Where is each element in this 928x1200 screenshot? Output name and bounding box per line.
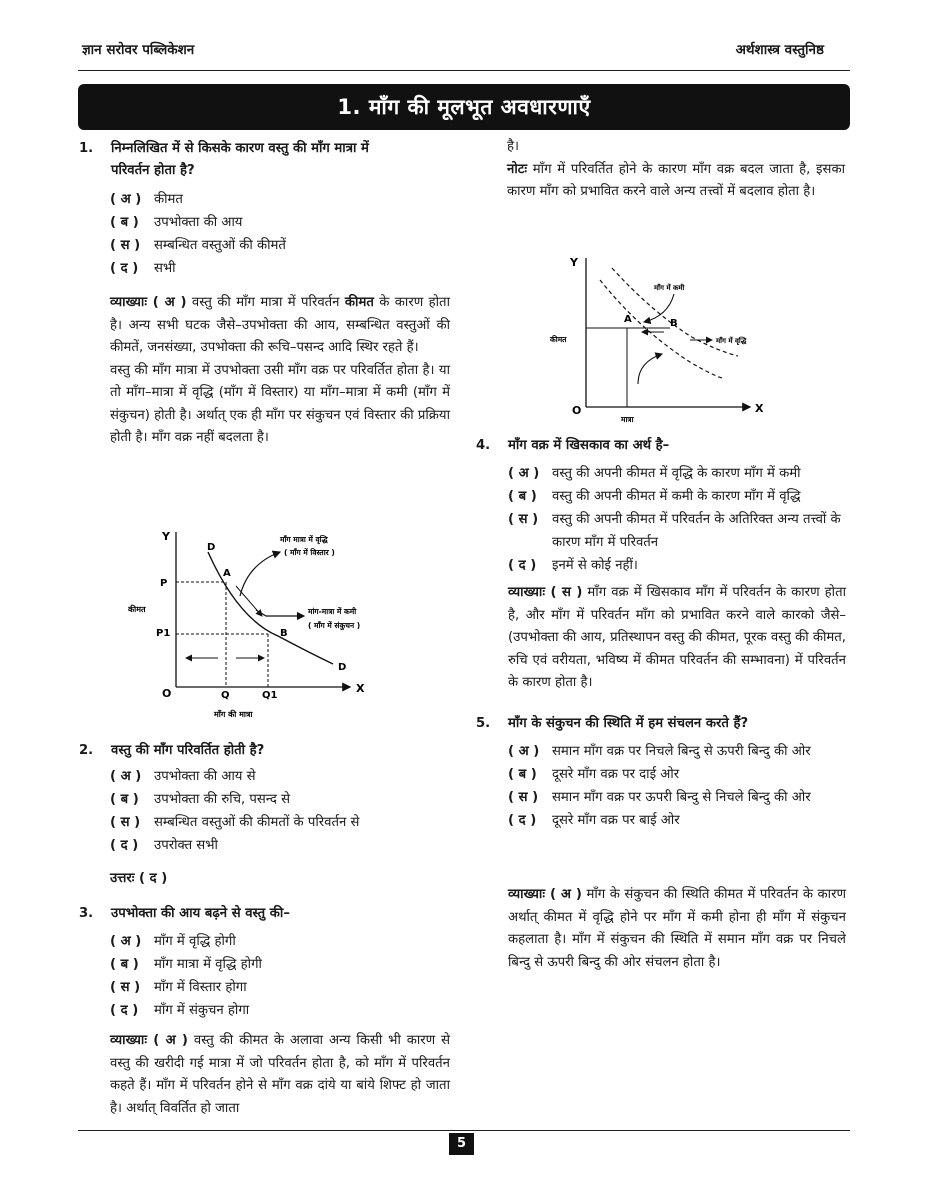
extension-label: माँग मात्रा में वृद्धि	[280, 535, 328, 544]
question-5-options	[508, 740, 850, 832]
quantity-q: Q	[221, 690, 230, 701]
option: ( अ ) कीमत	[110, 192, 183, 207]
page-header	[78, 40, 850, 64]
question-4-options	[508, 462, 850, 577]
explanation-3: व्याख्याः ( अ ) वस्तु की कीमत के अलावा अन्य किसी भी कारण से वस्तु की खरीदी गई मात्रा में जो परिवर्तन होता है, को माँग में परिवर्तन कहते हैं। माँग में परिवर्तन होने से माँग वक्र दांये या बांये शिफ्ट हो जाता है। अर्थात् विवर्तित हो जाता	[110, 1033, 450, 1116]
contraction-label-2: ( माँग में संकुचन )	[308, 621, 361, 630]
quantity-axis-title: मात्रा	[621, 415, 634, 424]
option: ( अ ) समान माँग वक्र पर निचले बिन्दु से ऊपरी बिन्दु की ओर	[508, 744, 811, 759]
option: ( स ) सम्बन्धित वस्तुओं की कीमतों के परिवर्तन से	[110, 815, 360, 830]
price-axis-title: कीमत	[128, 605, 146, 614]
quantity-q1: Q1	[262, 690, 278, 701]
question-1-options	[110, 188, 455, 280]
question-number: 5.	[476, 716, 491, 731]
page-number: 5	[449, 1133, 474, 1155]
option: ( ब ) माँग मात्रा में वृद्धि होगी	[110, 957, 262, 972]
explanation-1: व्याख्याः ( अ ) वस्तु की माँग मात्रा में परिवर्तन कीमत के कारण होता है। अन्य सभी घटक जैसे–उपभोक्ता की आय, सम्बन्धित वस्तुओं की कीमतें, जनसंख्या, उपभोक्ता की रूचि–पसन्द आदि स्थिर रहते हैं। वस्तु की माँग मात्रा में उपभोक्ता उसी माँग वक्र पर परिवर्तित होता है। या तो माँग–मात्रा में वृद्धि (माँग में विस्तार) या माँग–मात्रा में कमी (माँग में संकुचन) होती है। अर्थात् एक ही माँग पर संकुचन एवं विस्तार की प्रक्रिया होती है। माँग वक्र नहीं बदलता है।	[110, 295, 450, 445]
option: ( अ ) उपभोक्ता की आय से	[110, 769, 256, 784]
option: ( स ) माँग में विस्तार होगा	[110, 980, 247, 995]
footer-rule	[78, 1130, 850, 1131]
option: ( अ ) माँग में वृद्धि होगी	[110, 934, 236, 949]
x-axis-label: X	[755, 402, 764, 415]
x-axis-label: X	[356, 682, 365, 695]
curve-label-d-bottom: D	[338, 662, 347, 673]
publisher-name: ज्ञान सरोवर पब्लिकेशन	[82, 42, 195, 58]
question-number: 2.	[79, 743, 94, 758]
option: ( द ) सभी	[110, 261, 176, 276]
option: ( ब ) दूसरे माँग वक्र पर दाई ओर	[508, 767, 680, 782]
header-rule	[78, 70, 850, 71]
point-b: B	[670, 318, 678, 329]
question-number: 3.	[79, 906, 94, 921]
option: ( अ ) वस्तु की अपनी कीमत में वृद्धि के कारण माँग में कमी	[508, 466, 801, 481]
option: ( स ) समान माँग वक्र पर ऊपरी बिन्दु से निचले बिन्दु की ओर	[508, 790, 811, 805]
question-2-options	[110, 765, 455, 857]
explanation-4: व्याख्याः ( स ) माँग वक्र में खिसकाव माँग में परिवर्तन के कारण होता है, और माँग में परिवर्तन माँग को प्रभावित करने वाले कारको जैसे–(उपभोक्ता की आय, प्रतिस्थापन वस्तु की कीमत, पूरक वस्तु की कीमत, रुचि एवं वरीयता, भविष्य में कीमत परिवर्तन की सम्भावना) में परिवर्तन के कारण होता है।	[508, 585, 847, 690]
question-text: वस्तु की माँग परिवर्तित होती है?	[111, 743, 265, 758]
y-axis-label: Y	[570, 256, 578, 269]
explanation-3-continued: है। नोटः माँग में परिवर्तित होने के कारण माँग वक्र बदल जाता है, इसका कारण माँग को प्रभावित करने वाले अन्य तत्त्वों में बदलाव होता है।	[507, 139, 845, 199]
explanation-5: व्याख्याः ( अ ) माँग के संकुचन की स्थिति कीमत में परिवर्तन के कारण अर्थात् कीमत में वृद्धि होने पर माँग में कमी होना ही माँग में संकुचन कहलाता है। माँग में संकुचन की स्थिति में समान माँग वक्र पर निचले बिन्दु से ऊपरी बिन्दु की ओर संचलन होता है।	[508, 887, 847, 970]
option: ( ब ) उपभोक्ता की आय	[110, 215, 243, 230]
origin-label: O	[162, 687, 172, 700]
option: ( स ) सम्बन्धित वस्तुओं की कीमतें	[110, 238, 286, 253]
option: ( ब ) उपभोक्ता की रुचि, पसन्द से	[110, 792, 290, 807]
chapter-title: 1. माँग की मूलभूत अवधारणाएँ	[78, 84, 850, 130]
subject-title: अर्थशास्त्र वस्तुनिष्ठ	[735, 42, 824, 58]
option: ( द ) उपरोक्त सभी	[110, 838, 218, 853]
option: ( स ) वस्तु की अपनी कीमत में परिवर्तन के अतिरिक्त अन्य तत्त्वों के कारण माँग में परिवर्तन	[508, 512, 841, 550]
demand-shift-figure	[540, 250, 780, 432]
demand-decrease-label: माँग में कमी	[654, 284, 685, 292]
contraction-label: मांग-मात्रा में कमी	[308, 607, 357, 616]
quantity-axis-title: माँग की मात्रा	[214, 710, 253, 719]
option: ( द ) दूसरे माँग वक्र पर बाई ओर	[508, 813, 680, 828]
point-a: A	[624, 314, 632, 325]
question-text: उपभोक्ता की आय बढ़ने से वस्तु की–	[111, 906, 290, 921]
option: ( ब ) वस्तु की अपनी कीमत में कमी के कारण माँग में वृद्धि	[508, 489, 801, 504]
question-number: 4.	[476, 438, 491, 453]
question-text: निम्नलिखित में से किसके कारण वस्तु की माँग मात्रा में परिवर्तन होता है?	[111, 141, 369, 178]
demand-increase-label: माँग में वृद्धि	[716, 337, 747, 345]
question-text: माँग वक्र में खिसकाव का अर्थ है–	[508, 438, 670, 453]
price-axis-title: कीमत	[550, 335, 567, 344]
curve-label-d-top: D	[207, 542, 216, 553]
option: ( द ) इनमें से कोई नहीं।	[508, 558, 638, 573]
origin-label: O	[572, 404, 582, 417]
y-axis-label: Y	[162, 530, 170, 543]
extension-label-2: ( माँग में विस्तार )	[284, 548, 335, 557]
answer-2: उत्तरः ( द )	[110, 871, 168, 886]
price-level-p1: P1	[156, 628, 171, 639]
point-a: A	[223, 568, 231, 579]
point-b: B	[280, 628, 288, 639]
option: ( द ) माँग में संकुचन होगा	[110, 1003, 250, 1018]
question-text: माँग के संकुचन की स्थिति में हम संचलन करते हैं?	[508, 716, 749, 731]
demand-curve-figure	[128, 524, 378, 724]
demand-curve-left	[600, 280, 722, 378]
question-number: 1.	[79, 141, 94, 156]
price-level-p: P	[160, 578, 168, 589]
question-3-options	[110, 930, 455, 1022]
